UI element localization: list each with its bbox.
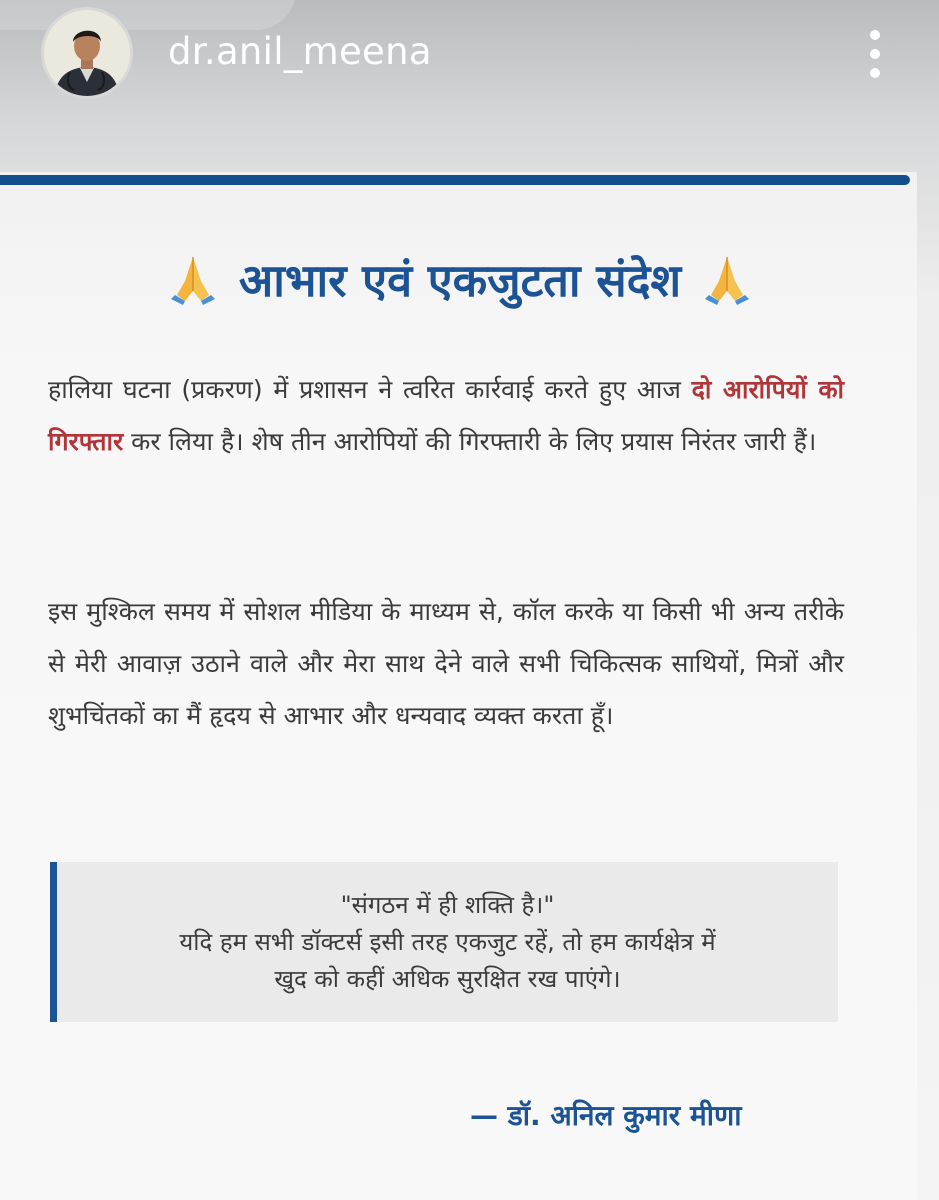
quote-block [50,862,838,1022]
post-headline [60,244,860,314]
paragraph-thanks: इस मुश्किल समय में सोशल मीडिया के माध्यम से, कॉल करके या किसी भी अन्य तरीके से मेरी आवाज़ उठाने वाले और मेरा साथ देने वाले सभी चिकित्सक साथियों, मित्रों और शुभचिंतकों का मैं हृदय से आभार और धन्यवाद व्यक्त करता हूँ। [48,597,844,730]
username[interactable]: dr.anil_meena [168,30,432,73]
quote-line: खुद को कहीं अधिक सुरक्षित रख पाएंगे। [274,964,621,993]
post-title: आभार एवं एकजुटता संदेश [238,253,682,307]
quote-line: "संगठन में ही शक्ति है।" [340,890,555,919]
more-vertical-icon [870,49,880,59]
header-divider [0,175,910,185]
more-options-button[interactable] [858,26,892,82]
quote-line: यदि हम सभी डॉक्टर्स इसी तरह एकजुट रहें, तो हम कार्यक्षेत्र में [179,927,716,956]
signature: — डॉ. अनिल कुमार मीणा [470,1099,742,1132]
folded-hands-icon [699,251,755,307]
paragraph1-text: हालिया घटना (प्रकरण) में प्रशासन ने त्वरित कार्रवाई करते हुए आज [48,375,692,404]
progress-area [0,0,296,30]
paragraph1-highlight: दो आरोपियों को गिरफ्तार [48,375,844,456]
story-header [0,0,939,170]
paragraph1-text-end: कर लिया है। शेष तीन आरोपियों की गिरफ्तारी के लिए प्रयास निरंतर जारी हैं। [123,427,817,456]
paragraph-arrest-update [48,364,844,468]
more-vertical-icon [870,30,880,40]
more-vertical-icon [870,68,880,78]
profile-avatar[interactable] [44,10,130,96]
folded-hands-icon [165,251,221,307]
